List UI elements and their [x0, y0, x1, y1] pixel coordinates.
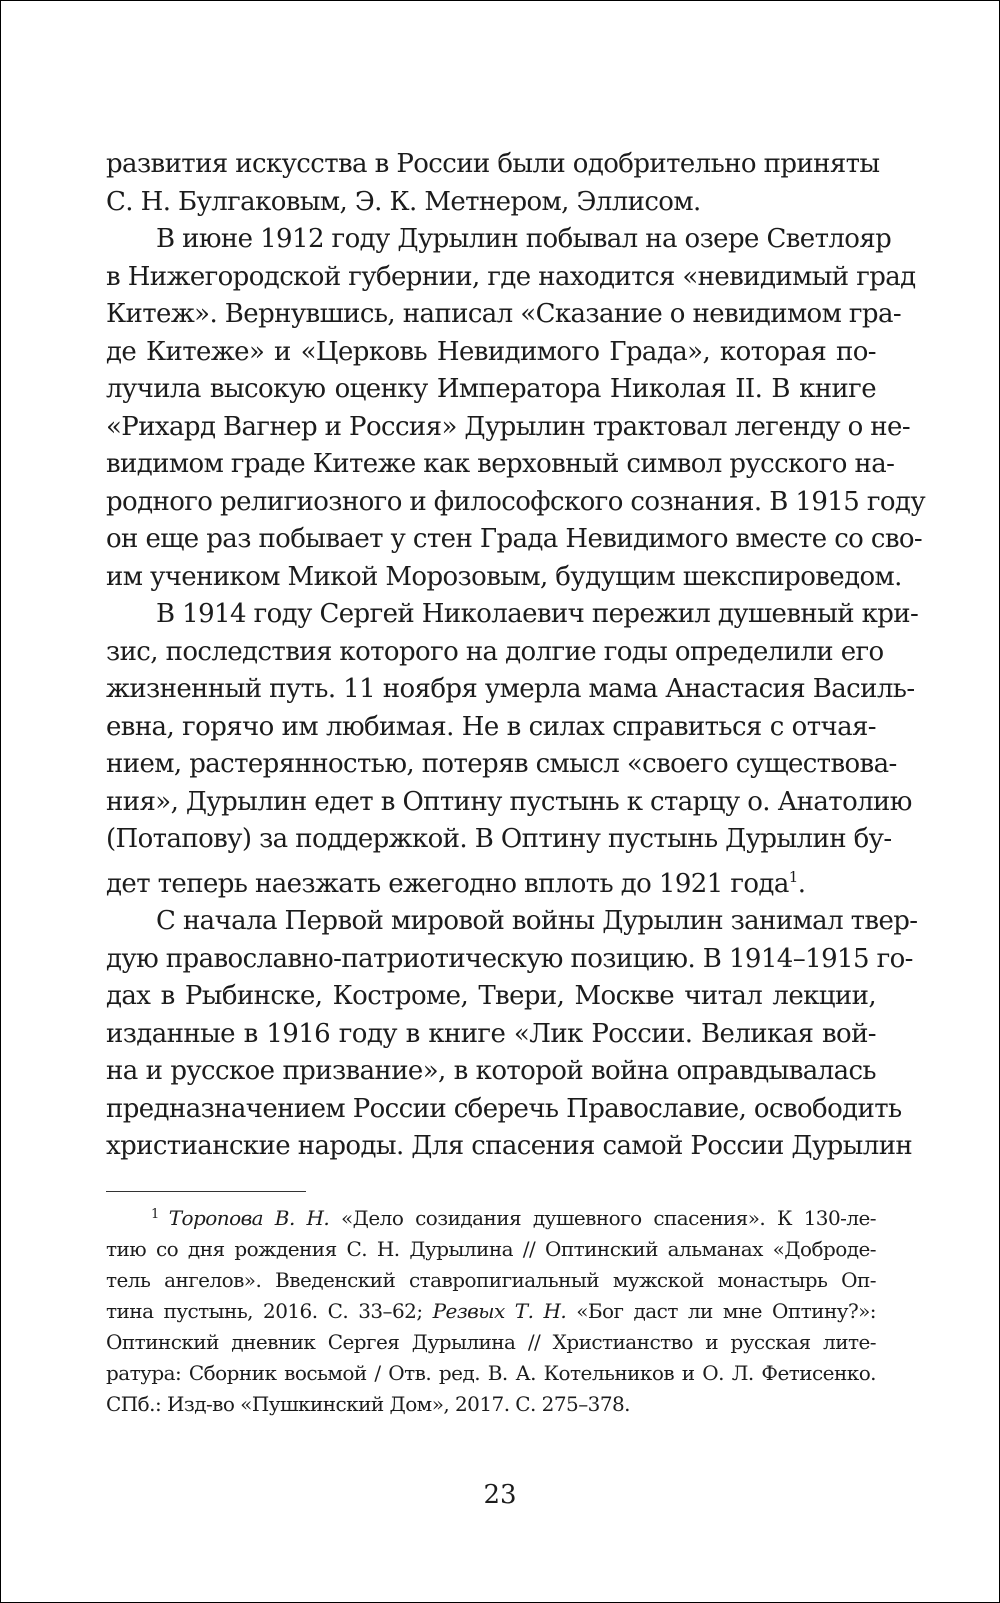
footnote-author: Резвых Т. Н.: [432, 1299, 567, 1323]
text-line: дах в Рыбинске, Костроме, Твери, Москве читал лекции,: [106, 981, 876, 1011]
page-number: 23: [483, 1480, 517, 1510]
text-line: он еще раз побывает у стен Града Невидимого вместе со сво-: [106, 524, 923, 554]
footnote-line: ратура: Сборник восьмой / Отв. ред. В. А. Котельников и О. Л. Фетисенко.: [106, 1361, 876, 1385]
text-line: евна, горячо им любимая. Не в силах справиться с отчая-: [106, 711, 876, 742]
text-line: С начала Первой мировой войны Дурылин занимал твер-: [156, 906, 918, 936]
footnote-text: «Бог даст ли мне Оптину?»:: [576, 1299, 876, 1323]
footnote-line: [106, 1296, 876, 1327]
text-line: им учеником Микой Морозовым, будущим шекспироведом.: [106, 561, 902, 592]
text-line: родного религиозного и философского сознания. В 1915 году: [106, 486, 926, 517]
text-line: жизненный путь. 11 ноября умерла мама Анастасия Василь-: [106, 674, 915, 704]
text-line: видимом граде Китеже как верховный символ русского на-: [106, 449, 895, 479]
text-line: Китеж». Вернувшись, написал «Сказание о невидимом гра-: [106, 299, 902, 329]
text-line: на и русское призвание», в которой война оправдывалась: [106, 1056, 876, 1086]
text-line: дую православно-патриотическую позицию. В 1914–1915 го-: [106, 943, 913, 974]
footnote-line: [106, 1199, 876, 1234]
text-line: С. Н. Булгаковым, Э. К. Метнером, Эллисом.: [106, 186, 701, 217]
text-line: [106, 859, 876, 904]
text-line: нием, растерянностью, потеряв смысл «своего существова-: [106, 749, 897, 779]
text-line: зис, последствия которого на долгие годы определили его: [106, 636, 884, 667]
text-line: развития искусства в России были одобрительно приняты: [106, 149, 880, 179]
footnote-line: тель ангелов». Введенский ставропигиальный мужской монастырь Оп-: [106, 1268, 876, 1292]
text-line: де Китеже» и «Церковь Невидимого Града», которая по-: [106, 336, 876, 367]
text-line: христианские народы. Для спасения самой России Дурылин: [106, 1131, 913, 1161]
footnote-text: тина пустынь, 2016. С. 33–62;: [106, 1299, 423, 1323]
footnote-reference[interactable]: 1: [788, 867, 798, 886]
footnote: [106, 1199, 876, 1420]
footnote-line: тию со дня рождения С. Н. Дурылина // Оптинский альманах «Доброде-: [106, 1237, 876, 1261]
text-line: ния», Дурылин едет в Оптину пустынь к старцу о. Анатолию: [106, 786, 912, 817]
footnote-line: Оптинский дневник Сергея Дурылина // Христианство и русская лите-: [106, 1330, 876, 1354]
footnote-divider: [106, 1191, 306, 1192]
footnote-text: «Дело созидания душевного спасения». К 130-ле-: [340, 1206, 877, 1230]
text-line: В июне 1912 году Дурылин побывал на озере Светлояр: [156, 224, 892, 254]
main-text: [106, 146, 926, 1166]
text-line: лучила высокую оценку Императора Николая II. В книге: [106, 374, 876, 404]
footnote-mark: 1: [151, 1207, 159, 1222]
text-line: в Нижегородской губернии, где находится «невидимый град: [106, 261, 916, 292]
text-line-content: дет теперь наезжать ежегодно вплоть до 1921 года: [106, 868, 789, 899]
text-line: изданные в 1916 году в книге «Лик России. Великая вой-: [106, 1018, 876, 1049]
line-end-punctuation: .: [797, 868, 806, 899]
footnote-author: Торопова В. Н.: [168, 1206, 330, 1230]
text-line: В 1914 году Сергей Николаевич пережил душевный кри-: [156, 599, 919, 629]
text-line: «Рихард Вагнер и Россия» Дурылин трактовал легенду о не-: [106, 411, 911, 442]
footnote-line: СПб.: Изд-во «Пушкинский Дом», 2017. С. 275–378.: [106, 1392, 630, 1416]
text-line: (Потапову) за поддержкой. В Оптину пустынь Дурылин бу-: [106, 824, 892, 854]
text-line: предназначением России сберечь Православие, освободить: [106, 1093, 902, 1124]
